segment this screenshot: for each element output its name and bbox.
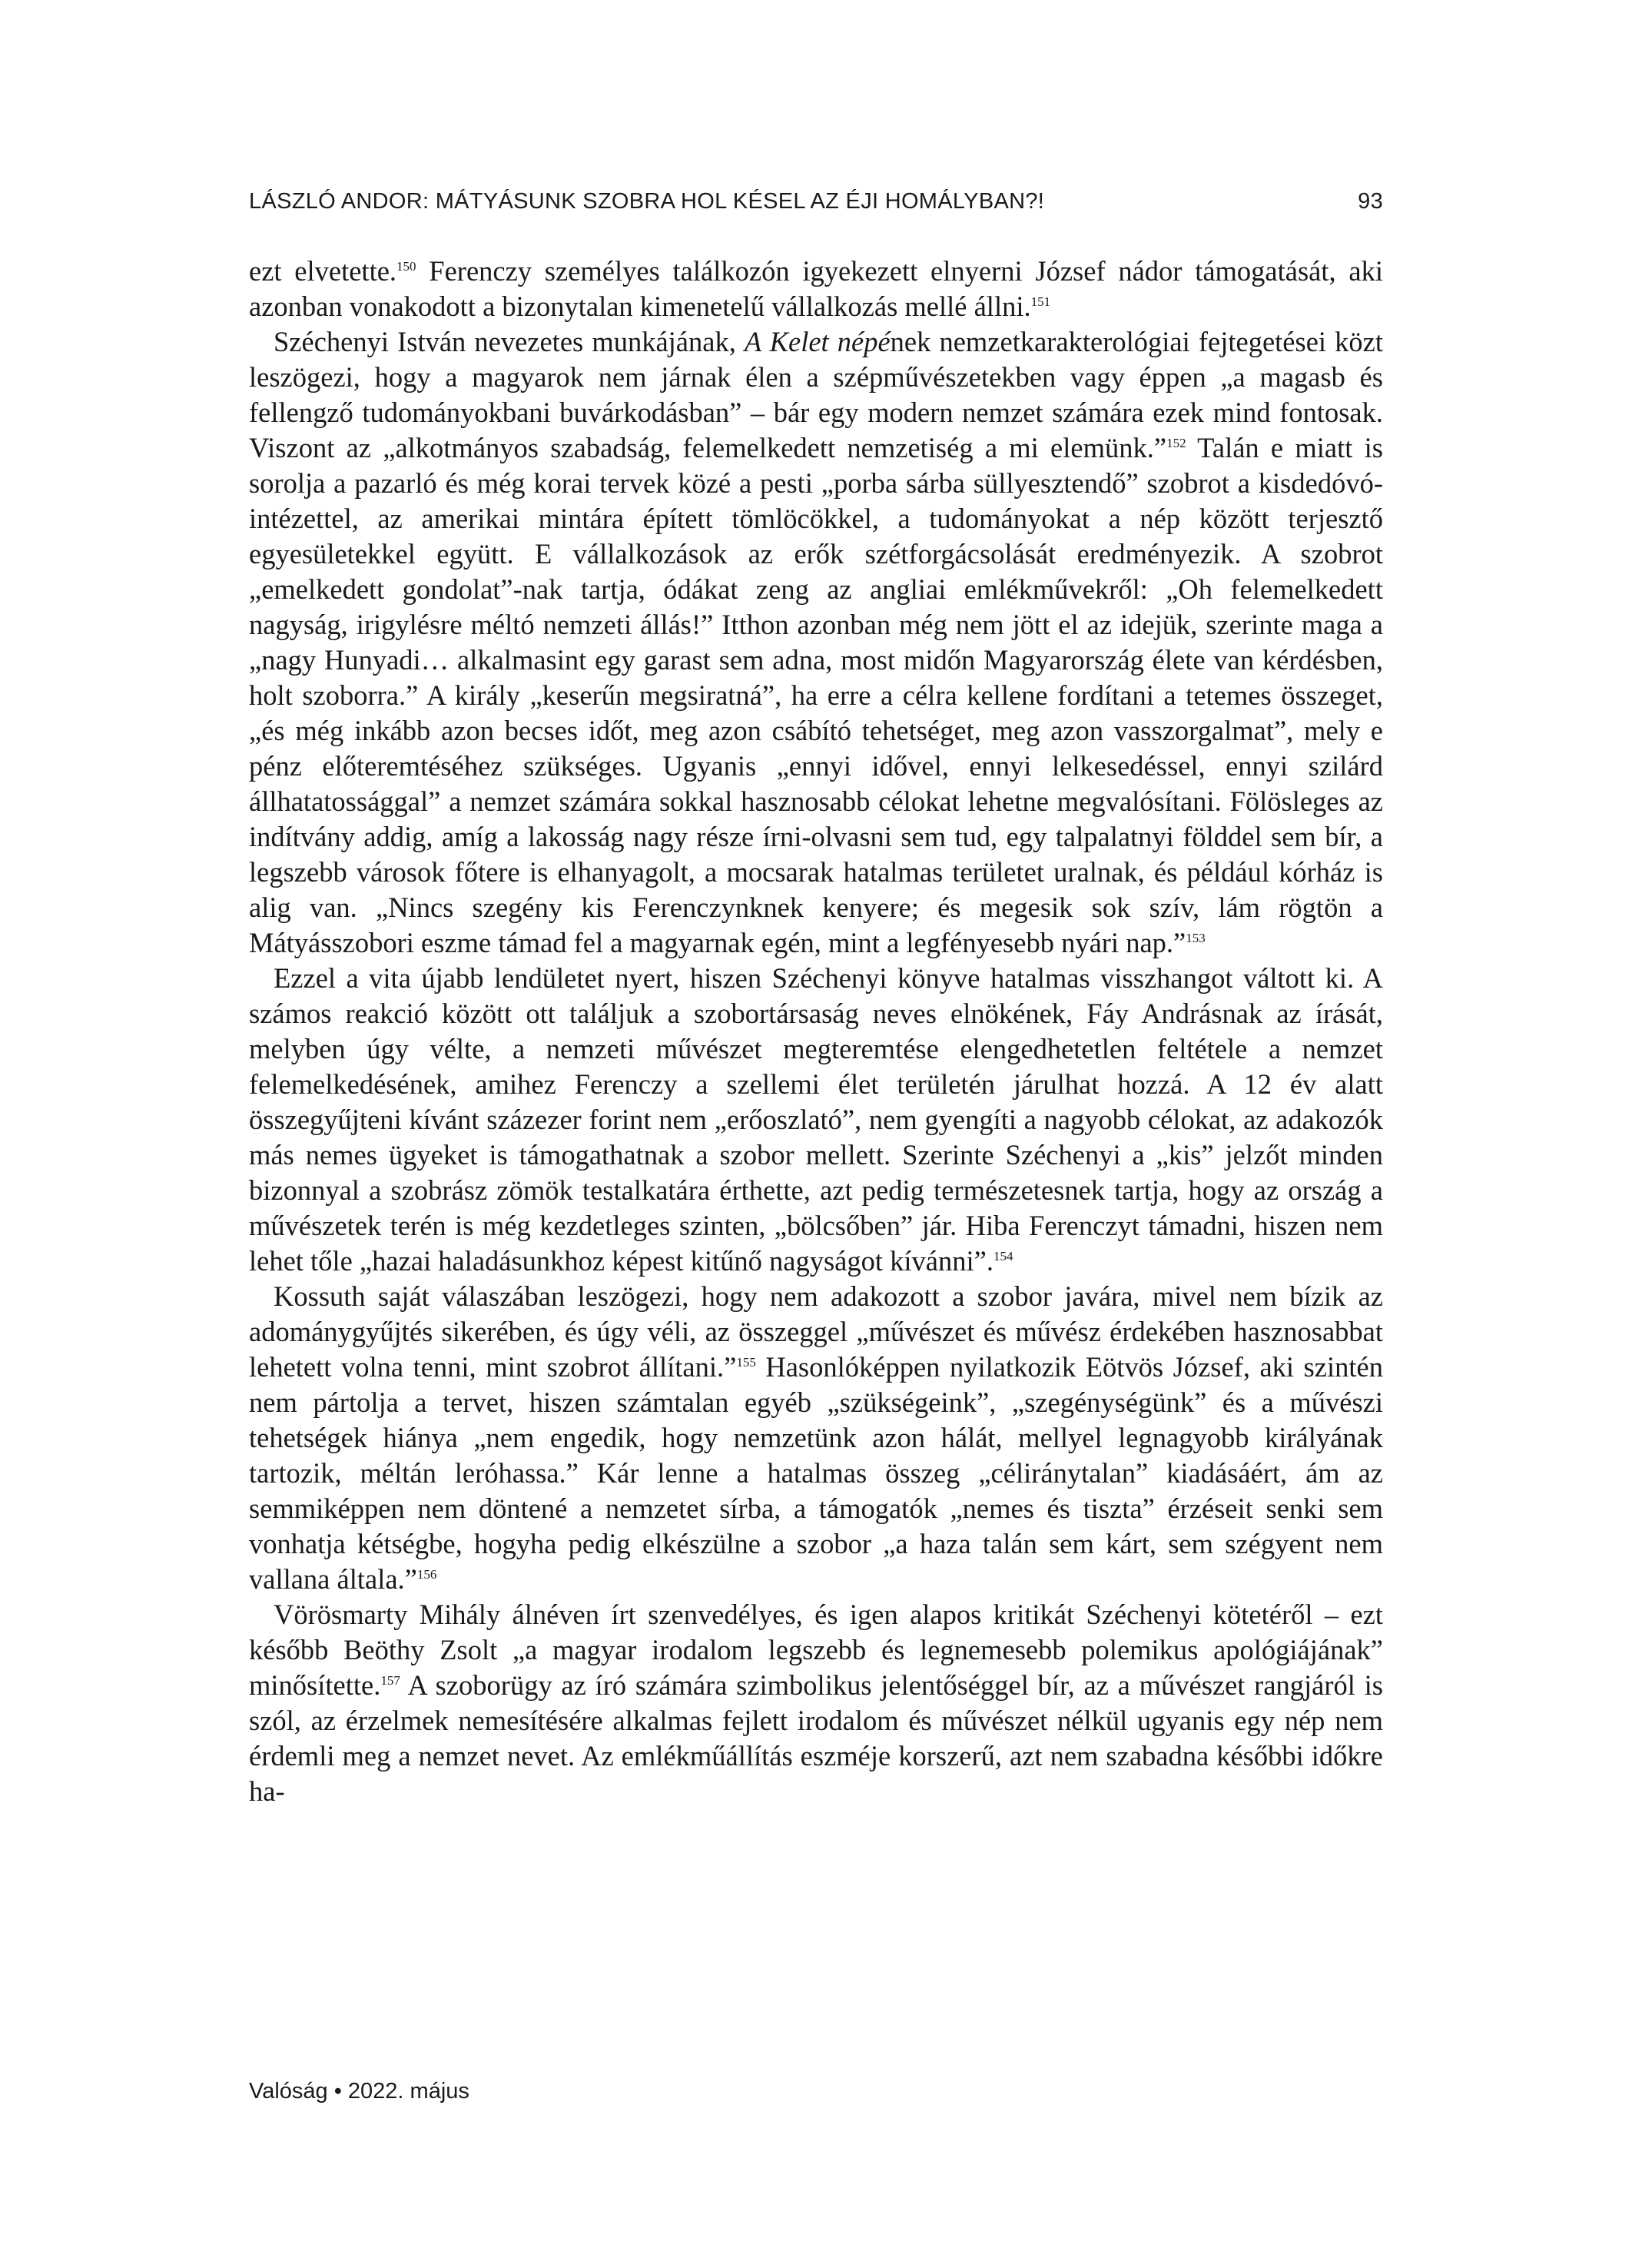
footnote-ref: 157 [380,1672,400,1688]
footnote-ref: 154 [993,1248,1013,1264]
text-run: A szoborügy az író számára szimbolikus jelentőséggel bír, az a művészet rangjáról is szól, az érzelmek nemesítésére alkalmas fejlett irodalom és művészet nélkül ugyanis egy nép nem érdemli meg a nemzet nevet. Az emlékműállítás eszméje korszerű, azt nem szabadna későbbi időkre ha- [249,1669,1383,1807]
paragraph [249,1279,1383,1597]
footer-publication: Valóság • 2022. május [249,2079,469,2104]
running-head [249,189,1383,220]
text-run: Ferenczy személyes találkozón igyekezett elnyerni József nádor támogatását, aki azonban vonakodott a bizonytalan kimenetelű vállalkozás mellé állni. [249,255,1383,322]
paragraph [249,254,1383,324]
footnote-ref: 150 [396,258,416,274]
paragraph [249,961,1383,1279]
page-number: 93 [1358,189,1383,214]
footnote-ref: 151 [1030,294,1051,309]
article-body [249,254,1383,1809]
footnote-ref: 153 [1186,930,1206,945]
text-run: Kossuth saját válaszában leszögezi, hogy nem adakozott a szobor javára, mivel nem bízik az adománygyűjtés sikerében, és úgy véli, az összeggel „művészet és művész érdekében hasznosabbat lehetett volna tenni, mint szobrot állítani.” [249,1280,1383,1383]
paragraph [249,1597,1383,1809]
book-title: A Kelet népé [744,326,891,357]
text-run: Széchenyi István nevezetes munkájának, [274,326,745,357]
paragraph [249,324,1383,961]
text-run: Ezzel a vita újabb lendületet nyert, hiszen Széchenyi könyve hatalmas visszhangot váltott ki. A számos reakció között ott találjuk a szobortársaság neves elnökének, Fáy Andrásnak az írását, melyben úgy vélte, a nemzeti művészet megteremtése elengedhetetlen feltétele a nemzet felemelkedésének, amihez Ferenczy a szellemi élet területén járulhat hozzá. A 12 év alatt összegyűjteni kívánt százezer forint nem „erőoszlató”, nem gyengíti a nagyobb célokat, az adakozók más nemes ügyeket is támogathatnak a szobor mellett. Szerinte Széchenyi a „kis” jelzőt minden bizonnyal a szobrász zömök testalkatára érthette, azt pedig természetesnek tartja, hogy az ország a művészetek terén is még kezdetleges szinten, „bölcsőben” jár. Hiba Ferenczyt támadni, hiszen nem lehet tőle „hazai haladásunkhoz képest kitűnő nagyságot kívánni”. [249,962,1383,1277]
text-run: ezt elvetette. [249,255,397,287]
footnote-ref: 152 [1166,435,1186,450]
footnote-ref: 155 [736,1354,756,1370]
text-run: nek nemzetkarakterológiai fejtegetései közt leszögezi, hogy a magyarok nem járnak élen a szépművészetekben vagy éppen „a magasb és fellengző tudományokbani buvárkodásban” – bár egy modern nemzet számára ezek mind fontosak. Viszont az „alkotmányos szabadság, felemelkedett nemzetiség a mi elemünk.” [249,326,1383,463]
text-run: Hasonlóképpen nyilatkozik Eötvös József, aki szintén nem pártolja a tervet, hiszen számtalan egyéb „szükségeink”, „szegénységünk” és a művészi tehetségek hiánya „nem engedik, hogy nemzetünk azon hálát, mellyel legnagyobb királyának tartozik, méltán leróhassa.” Kár lenne a hatalmas összeg „céliránytalan” kiadásáért, ám az semmiképpen nem döntené a nemzetet sírba, a támogatók „nemes és tiszta” érzéseit senki sem vonhatja kétségbe, hogyha pedig elkészülne a szobor „a haza talán sem kárt, sem szégyent nem vallana általa.” [249,1351,1383,1595]
text-run: Vörösmarty Mihály álnéven írt szenvedélyes, és igen alapos kritikát Széchenyi kötetéről – ezt később Beöthy Zsolt „a magyar irodalom legszebb és legnemesebb polemikus apológiájának” minősítette. [249,1599,1383,1701]
footnote-ref: 156 [416,1566,437,1582]
running-head-title: LÁSZLÓ ANDOR: MÁTYÁSUNK SZOBRA HOL KÉSEL AZ ÉJI HOMÁLYBAN?! [249,189,1045,214]
text-run: Talán e miatt is sorolja a pazarló és még korai tervek közé a pesti „porba sárba süllyesztendő” szobrot a kisdedóvó-intézettel, az amerikai mintára épített tömlöcökkel, a tudományokat a nép között terjesztő egyesületekkel együtt. E vállalkozások az erők szétforgácsolását eredményezik. A szobrot „emelkedett gondolat”-nak tartja, ódákat zeng az angliai emlékművekről: „Oh felemelkedett nagyság, irigylésre méltó nemzeti állás!” Itthon azonban még nem jött el az idejük, szerinte maga a „nagy Hunyadi… alkalmasint egy garast sem adna, most midőn Magyarország élete van kérdésben, holt szoborra.” A király „keserűn megsiratná”, ha erre a célra kellene fordítani a tetemes összeget, „és még inkább azon becses időt, meg azon csábító tehetséget, meg azon vasszorgalmat”, mely e pénz előteremtéséhez szükséges. Ugyanis „ennyi idővel, ennyi lelkesedéssel, ennyi szilárd állhatatossággal” a nemzet számára sokkal hasznosabb célokat lehetne megvalósítani. Fölösleges az indítvány addig, amíg a lakosság nagy része írni-olvasni sem tud, egy talpalatnyi földdel sem bír, a legszebb városok főtere is elhanyagolt, a mocsarak hatalmas területet uralnak, és például kórház is alig van. „Nincs szegény kis Ferenczynknek kenyere; és megesik sok szív, lám rögtön a Mátyásszobori eszme támad fel a magyarnak egén, mint a legfényesebb nyári nap.” [249,432,1383,958]
